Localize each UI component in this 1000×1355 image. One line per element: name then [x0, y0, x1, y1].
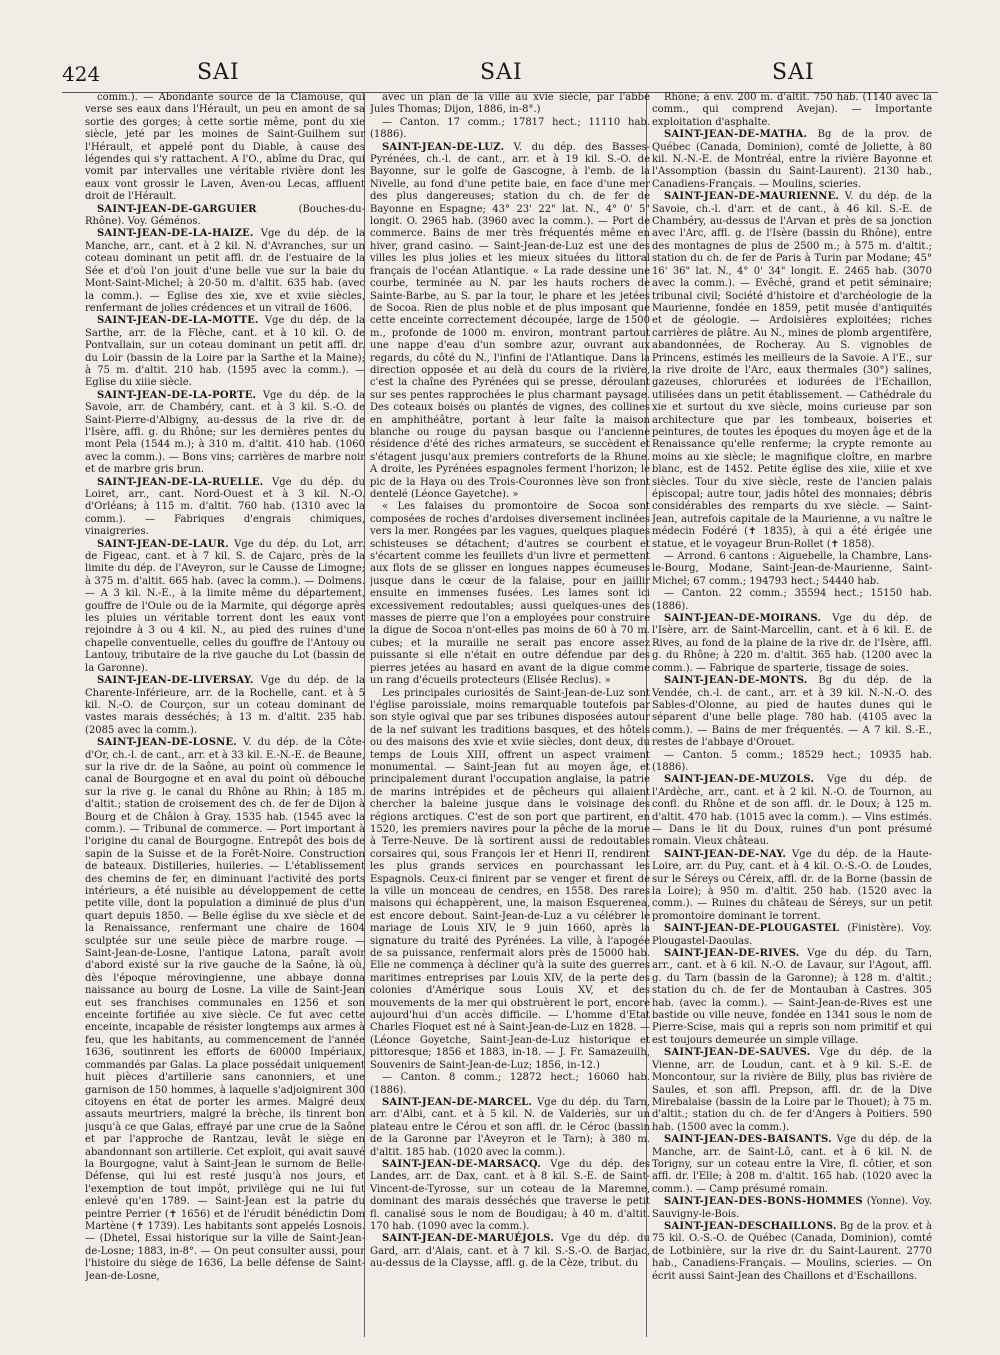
dictionary-entry — [652, 849, 932, 923]
entry-headword: SAINT-JEAN-DE-LA-PORTE. — [97, 389, 257, 401]
dictionary-entry — [85, 315, 365, 389]
entry-text: « Les falaises du promontoire de Socoa sont composées de roches d'ardoises diversement inclinées vers la mer. Rongées par les vagues, quelques plaques schisteuses se détachent; d'autres se courbent et s'écartent comme les feuillets d'un livre et permettent aux flots de se glisser en longues nappes écumeuses jusque dans le cœur de la falaise, pour en jaillir ensuite en immenses fusées. Les lames sont ici excessivement redoutables; aussi quelques-unes des masses de pierre que l'on a employées pour construire la digue de Socoa n'ont-elles pas moins de 60 à 70 m. cubes; et la muraille ne serait pas encore assez puissante si elle n'était en outre défendue par des pierres jetées au hasard en avant de la digue comme un rang d'écueils protecteurs (Elisée Reclus). » — [370, 501, 650, 687]
dictionary-entry — [370, 1233, 650, 1270]
entry-text: Vge du dép. du Loiret, arr., cant. Nord-Ouest et à 3 kil. N.-O. d'Orléans; à 115 m. d'altit. 760 hab. (1310 avec la comm.). — Fabriques d'engrais chimiques, vinaigreries. — [85, 476, 365, 538]
entry-headword: SAINT-JEAN-DE-RIVES. — [664, 948, 800, 960]
entry-text: Vge du dép. de l'Ardèche, arr., cant. et à 2 kil. N.-O. de Tournon, au confl. du Rhône et de son affl. dr. le Doux; à 125 m. d'altit. 470 hab. (1015 avec la comm.). — Vins estimés. — Dans le lit du Doux, ruines d'un pont présumé romain. Vieux château. — [652, 774, 932, 848]
entry-text: Vge du dép. de la Sarthe, arr. de la Flèche, cant. et à 10 kil. O. de Pontvallain, sur un coteau dominant un petit affl. dr. du Loir (bassin de la Loire par la Sarthe et la Maine); à 75 m. d'altit. 210 hab. (1595 avec la comm.). — Eglise du xiiie siècle. — [85, 315, 365, 389]
dictionary-entry — [85, 675, 365, 737]
entry-headword: SAINT-JEAN-DE-LA-RUELLE. — [97, 476, 264, 488]
dictionary-entry — [652, 588, 932, 613]
entry-text: Vge du dép. du Tarn, arr. d'Albi, cant. et à 5 kil. N. de Valderiès, sur un plateau entre le Cérou et son affl. dr. le Céroc (bassin de la Garonne par l'Aveyron et le Tarn); à 380 m. d'altit. 185 hab. (1020 avec la comm.). — [370, 1096, 650, 1158]
running-head-right: SAI — [772, 60, 815, 85]
entry-headword: SAINT-JEAN-DES-BAISANTS. — [664, 1134, 832, 1146]
entry-text: — Canton. 8 comm.; 12872 hect.; 16060 hab. (1886). — [370, 1072, 650, 1096]
dictionary-entry — [652, 750, 932, 775]
dictionary-entry — [652, 923, 932, 948]
entry-headword: SAINT-JEAN-DES-BONS-HOMMES — [664, 1196, 863, 1208]
entry-headword: SAINT-JEAN-DESCHAILLONS. — [664, 1220, 837, 1232]
entry-text: V. du dép. des Basses-Pyrénées, ch.-l. de cant., arr. et à 19 kil. S.-O. de Bayonne, sur le golfe de Gascogne, à l'emb. de la Nivelle, au fond d'une petite baie, en face d'une mer des plus dangereuses; station du ch. de fer de Bayonne en Espagne; 43° 23' 22" lat. N., 4° 0' 5" longit. O. 2965 hab. (3960 avec la comm.). — Port de commerce. Bains de mer très fréquentés même en hiver, grand casino. — Saint-Jean-de-Luz est une des villes les plus jolies et les mieux situées du littoral français de l'océan Atlantique. « La rade dessine une courbe, terminée au N. par les hauts rochers de Sainte-Barbe, au S. par la tour, le phare et les jetées de Socoa. Rien de plus noble et de plus imposant que cette enceinte correctement découpée, large de 1500 m., profonde de 1000 m. environ, montrant partout une nappe d'eau d'un sombre azur, ouvrant aux regards, du côté du N., l'infini de l'Atlantique. Dans la direction opposée et au delà du cours de la rivière, c'est la chaîne des Pyrénées qui se presse, déroulant sur ses pentes rapprochées le plus charmant paysage. Des coteaux boisés ou plantés de vignes, des collines en amphithéâtre, portant à leur faîte la maison blanche ou rouge du paysan basque ou l'ancienne résidence d'été des riches armateurs, se succèdent et s'étagent jusqu'aux premiers contreforts de la Rhune. A droite, les Pyrénées espagnoles ferment l'horizon; le pic de la Haya ou des Trois-Couronnes lève son front dentelé (Léonce Gayetche). » — [370, 141, 650, 500]
column-2 — [370, 92, 650, 1337]
entry-text: Vge du dép. du Gard, arr. d'Alais, cant. et à 7 kil. S.-S.-O. de Barjac, au-dessus de la Claysse, affl. g. de la Cèze, tribut. du — [370, 1233, 650, 1270]
entry-text: (Bouches-du-Rhône). Voy. Géménos. — [85, 203, 365, 228]
entry-headword: SAINT-JEAN-DE-MARCEL. — [382, 1096, 533, 1108]
entry-text: Vge du dép. de la Vienne, arr. de Loudun, cant. et à 9 kil. S.-E. de Moncontour, sur la rivière de Billy, plus bas rivière de Saules, et son affl. Prepson, affl. dr. de la Dive Mirebalaise (bassin de la Loire par le Thouet); à 75 m. d'altit.; station du ch. de fer d'Angers à Poitiers. 590 hab. (1500 avec la comm.). — [652, 1047, 932, 1133]
dictionary-entry — [370, 142, 650, 502]
entry-text: comm.). — Abondante source de la Clamouse, qui verse ses eaux dans l'Hérault, un peu en amont de sa sortie des gorges; à cette sortie même, pont du xie siècle, jeté par les moines de Saint-Guilhem sur l'Hérault, et appelé pont du Diable, à cause des légendes qui s'y rattachent. A l'O., abîme du Drac, qui vomit par intervalles une véritable rivière dont les eaux vont grossir le Laven, Aven-ou Lecas, affluent droit de l'Hérault. — [85, 92, 365, 203]
entry-text: (Yonne). Voy. Sauvigny-le-Bois. — [652, 1196, 932, 1220]
entry-headword: SAINT-JEAN-DE-MOIRANS. — [664, 613, 822, 625]
entry-text: (Finistère). Voy. Plougastel-Daoulas. — [652, 923, 932, 947]
entry-text: Vge du dép. de la Manche, arr. de Saint-Lô, cant. et à 6 kil. N. de Torigny, sur un coteau entre la Vire, fl. côtier, et son affl. dr. l'Elle; à 208 m. d'altit. 165 hab. (1020 avec la comm.). — Camp présumé romain. — [652, 1134, 932, 1195]
entry-text: Vge du dép. des Landes, arr. de Dax, cant. et à 8 kil. S.-E. de Saint-Vincent-de-Tyrosse, sur un coteau de la Maremne, dominant des marais desséchés que traverse le petit fl. canalisé sous le nom de Boudigau; à 40 m. d'altit. 170 hab. (1090 avec la comm.). — [370, 1158, 650, 1232]
dictionary-entry — [370, 1159, 650, 1233]
entry-headword: SAINT-JEAN-DE-LOSNE. — [97, 737, 237, 749]
column-3 — [652, 92, 932, 1337]
page-header — [0, 0, 1000, 90]
dictionary-entry — [652, 675, 932, 749]
entry-text: — Arrond. 6 cantons : Aiguebelle, la Chambre, Lans-le-Bourg, Modane, Saint-Jean-de-Maurienne, Saint-Michel; 67 comm.; 194793 hect.; 54440 hab. — [652, 551, 932, 587]
dictionary-entry — [652, 774, 932, 848]
dictionary-entry — [85, 228, 365, 315]
dictionary-entry — [652, 948, 932, 1047]
dictionary-entry — [652, 1221, 932, 1283]
dictionary-entry — [652, 1134, 932, 1196]
entry-text: Vge du dép. du Tarn, arr., cant. et à 6 kil. N.-O. de Lavaur, sur l'Agout, affl. g. du Tarn (bassin de la Garonne); à 128 m. d'altit.; station du ch. de fer de Montauban à Castres. 305 hab. (avec la comm.). — Saint-Jean-de-Rives est une bastide ou ville neuve, fondée en 1341 sous le nom de Pierre-Scise, mais qui a repris son nom primitif et qui est toujours demeurée un simple village. — [652, 948, 932, 1046]
running-head-center: SAI — [480, 60, 523, 85]
entry-text: — Canton. 17 comm.; 17817 hect.; 11110 hab. (1886). — [370, 116, 650, 141]
entry-text: Bg de la prov. et à 75 kil. O.-S.-O. de Québec (Canada, Dominion), comté de Lotbinière, sur la rive dr. du Saint-Laurent. 2770 hab., Canadiens-Français. — Moulins, scieries. — On écrit aussi Saint-Jean des Chaillons et d'Eschaillons. — [652, 1220, 932, 1282]
entry-text: Vge du dép. de la Savoie, arr. de Chambéry, cant. et à 3 kil. S.-O. de Saint-Pierre-d'Albigny, au-dessus de la rive dr. de l'Isère, affl. g. du Rhône; sur les dernières pentes du mont Pela (1544 m.); à 310 m. d'altit. 410 hab. (1060 avec la comm.). — Bons vins; carrières de marbre noir et de marbre gris brun. — [85, 389, 365, 476]
dictionary-entry — [370, 688, 650, 1073]
entry-headword: SAINT-JEAN-DE-MONTS. — [664, 675, 808, 687]
dictionary-entry — [652, 129, 932, 191]
dictionary-entry — [652, 92, 932, 129]
entry-text: Vge du dép. de l'Isère, arr. de Saint-Marcellin, cant. et à 6 kil. E. de Rives, au fond de la plaine de la rive dr. de l'Isère, affl. g. du Rhône; à 220 m. d'altit. 365 hab. (1200 avec la comm.). — Fabrique de sparterie, tissage de soies. — [652, 613, 932, 674]
dictionary-entry — [370, 1097, 650, 1159]
dictionary-entry — [370, 117, 650, 142]
dictionary-entry — [85, 92, 365, 204]
entry-text: V. du dép. de la Côte-d'Or, ch.-l. de cant., arr. et à 33 kil. E.-N.-E. de Beaune, sur la rive dr. de la Saône, au point où commence le canal de Bourgogne et en aval du point où débouche sur la rive g. le canal du Rhône au Rhin; à 185 m. d'altit.; station de croisement des ch. de fer de Dijon à Bourg et de Châlon à Gray. 1535 hab. (1545 avec la comm.). — Tribunal de commerce. — Port important à l'origine du canal de Bourgogne. Entrepôt des bois de sapin de la Suisse et de la Forêt-Noire. Construction de bateaux. Distilleries, huileries. — L'établissement des chemins de fer, en diminuant l'activité des ports intérieurs, a été nuisible au développement de cette petite ville, dont la population a diminué de plus d'un quart depuis 1850. — Belle église du xve siècle et de la Renaissance, renfermant une chaire de 1604 sculptée sur une seule pièce de marbre rouge. — Saint-Jean-de-Losne, l'antique Latona, paraît avoir d'abord existé sur la rive gauche de la Saône, là où, dès l'époque mérovingienne, une abbaye donna naissance au bourg de Losne. La ville de Saint-Jean eut ses franchises communales en 1256 et son enceinte fortifiée au xive siècle. Ce fut avec cette enceinte, incapable de résister longtemps aux armes à feu, que les habitants, au commencement de l'année 1636, soutinrent les efforts de 60000 Impériaux, commandés par Galas. La place possédait uniquement huit pièces d'artillerie sans canonniers, et une garnison de 150 hommes, à laquelle s'adjoignirent 300 citoyens en état de porter les armes. Malgré deux assauts meurtriers, malgré la brèche, ils tinrent bon jusqu'à ce que Galas, effrayé par une crue de la Saône et par l'approche de Rantzau, levât le siège en abandonnant son artillerie. Cet exploit, qui avait sauvé la Bourgogne, valut à Saint-Jean le surnom de Belle-Défense, qui lui est resté jusqu'à nos jours, et l'exemption de tout impôt, privilège qui ne lui fut enlevé qu'en 1789. — Saint-Jean est la patrie du peintre Perrier (✝ 1656) et de l'érudit bénédictin Dom Martène (✝ 1739). Les habitants sont appelés Losnois. — (Dhetel, Essai historique sur la ville de Saint-Jean-de-Losne; 1883, in-8°. — On peut consulter aussi, pour l'histoire du siège de 1636, La belle défense de Saint-Jean-de-Losne, — [85, 737, 365, 1282]
dictionary-entry — [652, 1047, 932, 1134]
running-head-left: SAI — [197, 60, 240, 85]
entry-headword: SAINT-JEAN-DE-NAY. — [664, 848, 787, 860]
entry-text: Bg de la prov. de Québec (Canada, Dominion), comté de Joliette, à 80 kil. N.-N.-E. de Montréal, entre la rivière Bayonne et l'Assomption (bassin du Saint-Laurent). 2130 hab., Canadiens-Français. — Moulins, scieries. — [652, 129, 932, 190]
entry-headword: SAINT-JEAN-DE-LAUR. — [97, 538, 229, 550]
dictionary-entry — [85, 737, 365, 1283]
entry-text: avec un plan de la ville au xvie siècle, par l'abbé Jules Thomas; Dijon, 1886, in-8°.) — [370, 92, 650, 116]
entry-headword: SAINT-JEAN-DE-MATHA. — [664, 129, 808, 141]
dictionary-entry — [652, 613, 932, 675]
dictionary-entry — [652, 1196, 932, 1221]
entry-text: — Canton. 5 comm.; 18529 hect.; 10935 hab. (1886). — [652, 749, 932, 773]
entry-text: Les principales curiosités de Saint-Jean-de-Luz sont l'église paroissiale, moins remarquable toutefois par son style ogival que par ses tribunes disposées autour de la nef suivant les traditions basques, et des hôtels ou des maisons des xvie et xviie siècles, dont deux, du temps de Louis XIII, offrent un aspect vraiment monumental. — Saint-Jean fut au moyen âge, et principalement durant l'occupation anglaise, la patrie de marins intrépides et de pêcheurs qui allaient chercher la baleine jusque dans le voisinage des régions arctiques. C'est de son port que partirent, en 1520, les premiers navires pour la pêche de la morue à Terre-Neuve. De là sortirent aussi de redoutables corsaires qui, sous François Ier et Henri II, rendirent les plus grands services en pourchassant les Espagnols. Ceux-ci finirent par se venger et firent de la ville un monceau de cendres, en 1558. Des rares maisons qui échappèrent, une, la maison Esquerenea, est encore debout. Saint-Jean-de-Luz a vu célébrer le mariage de Louis XIV, le 9 juin 1660, après la signature du traité des Pyrénées. La ville, à l'apogée de sa puissance, renfermait alors près de 15000 hab. Elle ne commença à décliner qu'à la suite des guerres maritimes entreprises par Louis XIV, de la perte des colonies d'Amérique sous Louis XV, et des mouvements de la mer qui obstruèrent le port, encore aujourd'hui d'un accès difficile. — L'homme d'Etat Charles Floquet est né à Saint-Jean-de-Luz en 1828. — (Léonce Goyetche, Saint-Jean-de-Luz historique et pittoresque; 1856 et 1883, in-18. — J. Fr. Samazeuilh, Souvenirs de Saint-Jean-de-Luz; 1856, in-12.) — [370, 687, 650, 1071]
entry-text: Rhône; à env. 200 m. d'altit. 750 hab. (1140 avec la comm., qui comprend Avejan). — Importante exploitation d'asphalte. — [652, 92, 932, 128]
entry-text: Vge du dép. de la Haute-Loire, arr. du Puy, cant. et à 4 kil. O.-S.-O. de Loudes, sur le Séreys ou Céreix, affl. dr. de la Borne (bassin de la Loire); à 950 m. d'altit. 250 hab. (1520 avec la comm.). — Ruines du château de Séreys, sur un petit promontoire dominant le torrent. — [652, 848, 932, 922]
column-1 — [85, 92, 365, 1337]
entry-text: — Canton. 22 comm.; 35594 hect.; 15150 hab. (1886). — [652, 588, 932, 612]
page-number: 424 — [62, 62, 101, 86]
entry-text: Vge du dép. de la Charente-Inférieure, arr. de la Rochelle, cant. et à 5 kil. N.-O. de Courçon, sur un coteau dominant de vastes marais desséchés; à 13 m. d'altit. 235 hab. (2085 avec la comm.). — [85, 675, 365, 736]
dictionary-entry — [85, 539, 365, 675]
entry-headword: SAINT-JEAN-DE-GARGUIER — [97, 203, 257, 215]
dictionary-entry — [370, 501, 650, 687]
dictionary-entry — [652, 551, 932, 588]
entry-headword: SAINT-JEAN-DE-LIVERSAY. — [97, 675, 254, 687]
entry-text: V. du dép. de la Savoie, ch.-l. d'arr. et de cant., à 46 kil. S.-E. de Chambéry, au-dessus de l'Arvan et près de sa jonction avec l'Arc, affl. g. de l'Isère (bassin du Rhône), entre des montagnes de plus de 2500 m.; à 575 m. d'altit.; station du ch. de fer de Paris à Turin par Modane; 45° 16' 36" lat. N., 4° 0' 34" longit. E. 2465 hab. (3070 avec la comm.). — Evêché, grand et petit séminaire; tribunal civil; Société d'histoire et d'archéologie de la Maurienne, fondée en 1859, petit musée d'antiquités et de géologie. — Ardoisières exploitées; riches carrières de plâtre. Au N., mines de plomb argentifère, abandonnées, de Rocheray. Au S. vignobles de Princens, estimés les meilleurs de la Savoie. A l'E., sur la rive droite de l'Arc, eaux thermales (30°) salines, gazeuses, chlorurées et iodurées de l'Echaillon, utilisées dans un petit établissement. — Cathédrale du xie et surtout du xve siècle, moins curieuse par son architecture que par les tombeaux, boiseries et peintures, de toutes les époques du moyen âge et de la Renaissance qu'elle renferme; la crypte remonte au moins au xie siècle; le magnifique cloître, en marbre blanc, est de 1452. Petite église des xiie, xiiie et xve siècles. Tour du xive siècle, reste de l'ancien palais épiscopal; autre tour, jadis hôtel des monnaies; débris considérables des remparts du xve siècle. — Saint-Jean, autrefois capitale de la Maurienne, a vu naître le médecin Fodéré (✝ 1835), à qui a été érigée une statue, et le voyageur Brun-Rollet (✝ 1858). — [652, 191, 932, 550]
dictionary-entry — [370, 1072, 650, 1097]
dictionary-entry — [652, 191, 932, 551]
entry-headword: SAINT-JEAN-DE-LA-MOTTE. — [97, 315, 259, 327]
entry-headword: SAINT-JEAN-DE-MARSACQ. — [382, 1158, 541, 1170]
entry-headword: SAINT-JEAN-DE-PLOUGASTEL — [664, 923, 840, 935]
entry-headword: SAINT-JEAN-DE-MAURIENNE. — [664, 191, 840, 203]
dictionary-entry — [85, 390, 365, 477]
entry-headword: SAINT-JEAN-DE-LUZ. — [382, 141, 505, 153]
entry-text: Vge du dép. du Lot, arr. de Figeac, cant. et à 7 kil. S. de Cajarc, près de la limite du dép. de l'Aveyron, sur le Causse de Limogne; à 375 m. d'altit. 665 hab. (avec la comm.). — Dolmens. — A 3 kil. N.-E., à la limite même du département, gouffre de l'Oule ou de la Marmite, qui dégorge après les pluies un véritable torrent dont les eaux vont rejoindre à 3 ou 4 kil. N., au pied des ruines d'une chapelle conventuelle, celles du gouffre de l'Antouy ou Lantouy, tributaire de la rive gauche du Lot (bassin de la Garonne). — [85, 538, 365, 674]
entry-headword: SAINT-JEAN-DE-LA-HAIZE. — [97, 228, 254, 240]
entry-text: Vge du dép. de la Manche, arr., cant. et à 2 kil. N. d'Avranches, sur un coteau dominant un petit affl. dr. de l'estuaire de la Sée et d'où l'on jouit d'une belle vue sur la baie du Mont-Saint-Michel; à 20-50 m. d'altit. 635 hab. (avec la comm.). — Eglise des xie, xve et xviie siècles, renfermant de jolies crédences et un vitrail de 1606. — [85, 228, 365, 314]
entry-headword: SAINT-JEAN-DE-MUZOLS. — [664, 774, 815, 786]
dictionary-entry — [85, 204, 365, 229]
entry-text: Bg du dép. de la Vendée, ch.-l. de cant., arr. et à 39 kil. N.-N.-O. des Sables-d'Olonne, au pied de hautes dunes qui le séparent d'une belle plage. 780 hab. (4105 avec la comm.). — Bains de mer fréquentés. — A 7 kil. S.-E., restes de l'abbaye d'Orouet. — [652, 675, 932, 749]
entry-headword: SAINT-JEAN-DE-SAUVES. — [664, 1047, 811, 1059]
entry-headword: SAINT-JEAN-DE-MARUÉJOLS. — [382, 1233, 554, 1245]
dictionary-entry — [370, 92, 650, 117]
dictionary-entry — [85, 477, 365, 539]
